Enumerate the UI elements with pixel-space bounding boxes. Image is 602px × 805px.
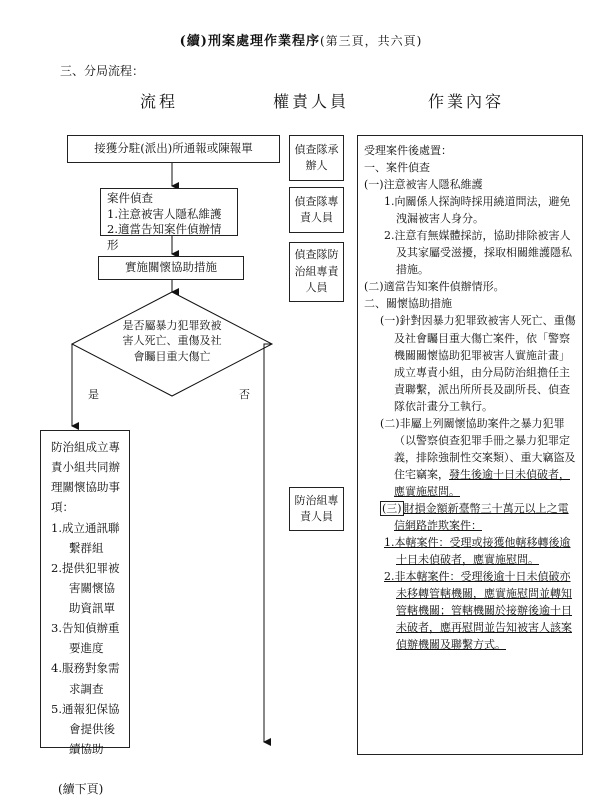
task-force-item-3: 3.告知偵辦重要進度 — [51, 621, 120, 656]
responsible-investigation-staff-text: 偵查隊專責人員 — [294, 194, 339, 224]
responsible-prevention-unit — [289, 487, 344, 531]
section-title: 三、分局流程： — [60, 64, 145, 78]
decision-no-label: 否 — [239, 388, 250, 401]
content-s1-1-2: 2.注意有無媒體採訪，協助排除被害人及其家屬受滋擾，採取相關維護隱私措施。 — [384, 229, 572, 277]
decision-yes-label: 是 — [88, 388, 99, 401]
content-s1-1-1: 1.向關係人探詢時採用繞道問法，避免洩漏被害人身分。 — [384, 195, 571, 226]
responsible-prevention-staff-text: 偵查隊防治組專責人員 — [294, 248, 339, 295]
content-s2: 二、關懷協助措施 — [364, 297, 452, 311]
decision-text: 是否屬暴力犯罪致被害人死亡、重傷及社會矚目重大傷亡 — [122, 319, 222, 363]
content-s1: 一、案件偵查 — [364, 161, 430, 175]
task-force-item-5: 5.通報犯保協會提供後續協助 — [51, 701, 120, 756]
flow-step-investigation-title: 案件偵查 — [107, 191, 153, 205]
content-s2-3 — [364, 500, 576, 534]
content-s1-1: (一)注意被害人隱私維護 — [364, 178, 483, 192]
arrow-no-branch — [264, 344, 272, 742]
task-force-item-2: 2.提供犯罪被害關懷協助資訊單 — [51, 560, 120, 615]
content-s2-2 — [364, 415, 576, 500]
work-content-box — [357, 135, 583, 755]
task-force-item-4: 4.服務對象需求調查 — [51, 661, 120, 696]
flow-step-investigation-item2: 2.適當告知案件偵辦情形 — [107, 222, 222, 252]
responsible-investigation-staff — [289, 187, 344, 233]
page-info: (第三頁，共六頁) — [319, 34, 423, 48]
content-s2-1: (一)針對因暴力犯罪致被害人死亡、重傷及社會矚目重大傷亡案件，依「警察機關關懷協助犯罪被害人實施計畫」成立專責小組，由分局防治組擔任主責聯繫，派出所所長及副所長、偵查隊依計畫分工執行。 — [380, 314, 576, 413]
content-s2-3-1: 1.本轄案件：受理或接獲他轄移轉後逾十日未偵破者，應實施慰問。 — [384, 536, 571, 567]
content-s2-3-2: 2.非本轄案件：受理後逾十日未偵破亦未移轉管轄機關，應實施慰問並轉知管轄機關；管轄機關於接辦後逾十日未破者，應再慰問並告知被害人該案偵辦機關及聯繫方式。 — [384, 570, 572, 652]
column-header-content: 作業內容 — [428, 92, 505, 111]
responsible-case-officer-text: 偵查隊承辦人 — [294, 142, 339, 172]
task-force-title: 防治組成立專責小組共同辦理關懷協助事項： — [51, 440, 120, 515]
flow-step-investigation-item1: 1.注意被害人隱私維護 — [107, 206, 222, 221]
content-s2-2-b: 發生後逾十日未偵破者，應實施慰問。 — [394, 467, 570, 498]
content-s2-3-a: (三) — [382, 501, 402, 515]
title-text: (續)刑案處理作業程序 — [179, 34, 320, 49]
content-s2-3-b: 財損金額新臺幣三十萬元以上之電信網路詐欺案件： — [394, 501, 569, 533]
flow-step-task-force — [40, 430, 130, 756]
responsible-prevention-staff — [289, 242, 344, 302]
content-intro: 受理案件後處置： — [364, 144, 452, 157]
flow-step-receive-report — [67, 135, 280, 163]
responsible-case-officer — [289, 135, 344, 181]
responsible-prevention-unit-text: 防治組專責人員 — [294, 493, 339, 523]
flow-step-investigation — [100, 188, 238, 252]
column-header-flow: 流程 — [140, 92, 179, 111]
task-force-item-1: 1.成立通訊聯繫群組 — [51, 520, 120, 555]
footer-continued: (續下頁) — [58, 782, 104, 796]
flow-step-care-measures-text: 實施關懷協助措施 — [125, 260, 217, 275]
content-s2-2-a: (二)非屬上列關懷協助案件之暴力犯罪（以警察偵查犯罪手冊之暴力犯罪定義，排除強制性交案類）、重大竊盜及住宅竊案， — [380, 416, 576, 481]
content-s1-2: (二)適當告知案件偵辦情形。 — [364, 280, 505, 294]
flow-step-care-measures — [98, 256, 244, 280]
flow-step-receive-report-text: 接獲分駐(派出)所通報或陳報單 — [94, 141, 253, 156]
column-header-responsible: 權責人員 — [273, 92, 350, 111]
